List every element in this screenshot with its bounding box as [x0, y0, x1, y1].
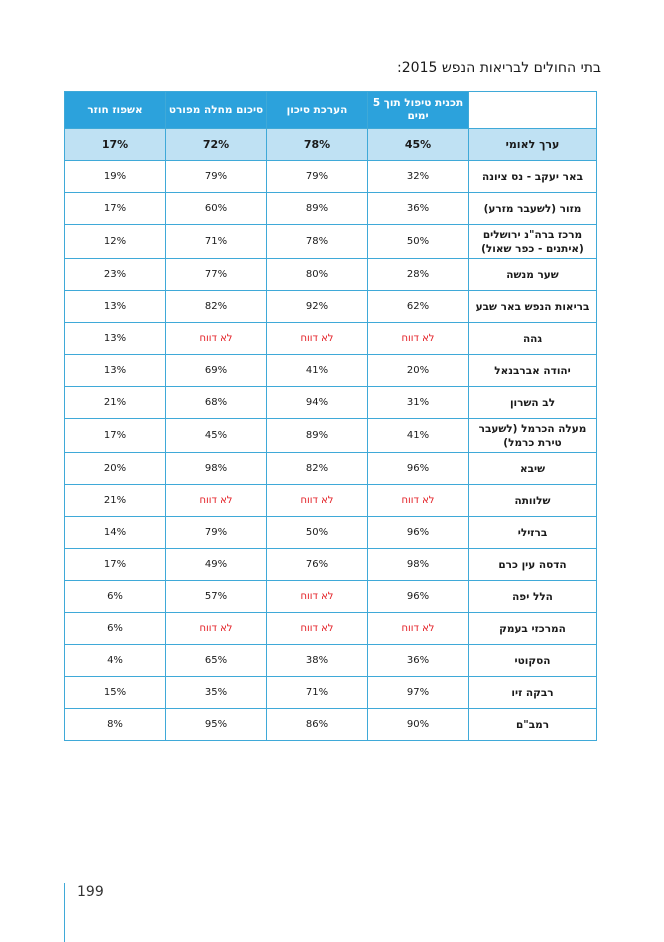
row-label: ערך לאומי [469, 129, 597, 161]
cell: 41% [368, 419, 469, 453]
row-label: מזור (לשעבר מזרע) [469, 193, 597, 225]
cell: 32% [368, 161, 469, 193]
cell: 50% [368, 225, 469, 259]
cell: 23% [65, 259, 166, 291]
row-label: שיבא [469, 453, 597, 485]
page-margin-line [64, 883, 65, 942]
cell: 94% [267, 387, 368, 419]
cell: 96% [368, 453, 469, 485]
cell: 17% [65, 549, 166, 581]
cell: 71% [166, 225, 267, 259]
cell: 72% [166, 129, 267, 161]
table-row [65, 709, 597, 741]
table-row [65, 677, 597, 709]
column-header: תכנית טיפול תוך 5 ימים [368, 92, 469, 129]
not-reported-cell: לא דווח [267, 323, 368, 355]
cell: 80% [267, 259, 368, 291]
column-header: הערכת סיכון [267, 92, 368, 129]
table-row [65, 161, 597, 193]
cell: 97% [368, 677, 469, 709]
cell: 98% [166, 453, 267, 485]
table-title: בתי החולים לבריאות הנפש 2015: [397, 60, 601, 76]
row-label: שער מנשה [469, 259, 597, 291]
cell: 96% [368, 581, 469, 613]
cell: 95% [166, 709, 267, 741]
cell: 57% [166, 581, 267, 613]
table-row [65, 517, 597, 549]
cell: 17% [65, 129, 166, 161]
not-reported-cell: לא דווח [166, 323, 267, 355]
not-reported-cell: לא דווח [368, 613, 469, 645]
not-reported-cell: לא דווח [368, 323, 469, 355]
page-number: 199 [77, 884, 104, 900]
cell: 8% [65, 709, 166, 741]
row-label: מרכז ברה"נ ירושלים (איתנים - כפר שאול) [469, 225, 597, 259]
table-row [65, 485, 597, 517]
cell: 17% [65, 419, 166, 453]
cell: 31% [368, 387, 469, 419]
cell: 38% [267, 645, 368, 677]
cell: 20% [368, 355, 469, 387]
table-row [65, 193, 597, 225]
cell: 77% [166, 259, 267, 291]
column-header: אשפוז חוזר [65, 92, 166, 129]
cell: 71% [267, 677, 368, 709]
not-reported-cell: לא דווח [267, 485, 368, 517]
cell: 68% [166, 387, 267, 419]
row-label: הלל יפה [469, 581, 597, 613]
cell: 13% [65, 291, 166, 323]
cell: 82% [267, 453, 368, 485]
row-label: לב השרון [469, 387, 597, 419]
cell: 98% [368, 549, 469, 581]
cell: 28% [368, 259, 469, 291]
cell: 20% [65, 453, 166, 485]
cell: 69% [166, 355, 267, 387]
cell: 12% [65, 225, 166, 259]
row-label: באר יעקב - נס ציונה [469, 161, 597, 193]
table-row [65, 419, 597, 453]
cell: 62% [368, 291, 469, 323]
cell: 82% [166, 291, 267, 323]
not-reported-cell: לא דווח [267, 581, 368, 613]
cell: 78% [267, 129, 368, 161]
row-label: רבקה זיו [469, 677, 597, 709]
not-reported-cell: לא דווח [267, 613, 368, 645]
row-label: הדסה עין כרם [469, 549, 597, 581]
table-row [65, 645, 597, 677]
column-header: סיכום מחלה מפורט [166, 92, 267, 129]
table-row [65, 581, 597, 613]
not-reported-cell: לא דווח [166, 613, 267, 645]
cell: 86% [267, 709, 368, 741]
cell: 19% [65, 161, 166, 193]
cell: 13% [65, 355, 166, 387]
cell: 50% [267, 517, 368, 549]
cell: 90% [368, 709, 469, 741]
national-row [65, 129, 597, 161]
hospital-table [64, 91, 597, 741]
cell: 76% [267, 549, 368, 581]
cell: 17% [65, 193, 166, 225]
cell: 21% [65, 485, 166, 517]
cell: 78% [267, 225, 368, 259]
cell: 35% [166, 677, 267, 709]
cell: 89% [267, 193, 368, 225]
cell: 36% [368, 193, 469, 225]
cell: 92% [267, 291, 368, 323]
cell: 14% [65, 517, 166, 549]
table-row [65, 355, 597, 387]
cell: 45% [166, 419, 267, 453]
not-reported-cell: לא דווח [368, 485, 469, 517]
row-label: הסקוטי [469, 645, 597, 677]
cell: 4% [65, 645, 166, 677]
table-row [65, 291, 597, 323]
table-row [65, 323, 597, 355]
cell: 79% [267, 161, 368, 193]
cell: 79% [166, 517, 267, 549]
table-row [65, 453, 597, 485]
not-reported-cell: לא דווח [166, 485, 267, 517]
row-label: רמב"ם [469, 709, 597, 741]
cell: 36% [368, 645, 469, 677]
cell: 89% [267, 419, 368, 453]
row-label: מעלה הכרמל (לשעבר טירת כרמל) [469, 419, 597, 453]
cell: 45% [368, 129, 469, 161]
cell: 6% [65, 613, 166, 645]
cell: 15% [65, 677, 166, 709]
cell: 79% [166, 161, 267, 193]
cell: 41% [267, 355, 368, 387]
cell: 6% [65, 581, 166, 613]
corner-blank [469, 92, 597, 129]
cell: 49% [166, 549, 267, 581]
cell: 13% [65, 323, 166, 355]
row-label: שלוותה [469, 485, 597, 517]
table-row [65, 387, 597, 419]
table-row [65, 225, 597, 259]
cell: 65% [166, 645, 267, 677]
row-label: גהה [469, 323, 597, 355]
cell: 21% [65, 387, 166, 419]
row-label: בריאות הנפש באר שבע [469, 291, 597, 323]
table-row [65, 259, 597, 291]
cell: 60% [166, 193, 267, 225]
row-label: ברזילי [469, 517, 597, 549]
table-row [65, 613, 597, 645]
cell: 96% [368, 517, 469, 549]
row-label: המרכזי בעמק [469, 613, 597, 645]
row-label: יהודה אברבנאל [469, 355, 597, 387]
table-row [65, 549, 597, 581]
